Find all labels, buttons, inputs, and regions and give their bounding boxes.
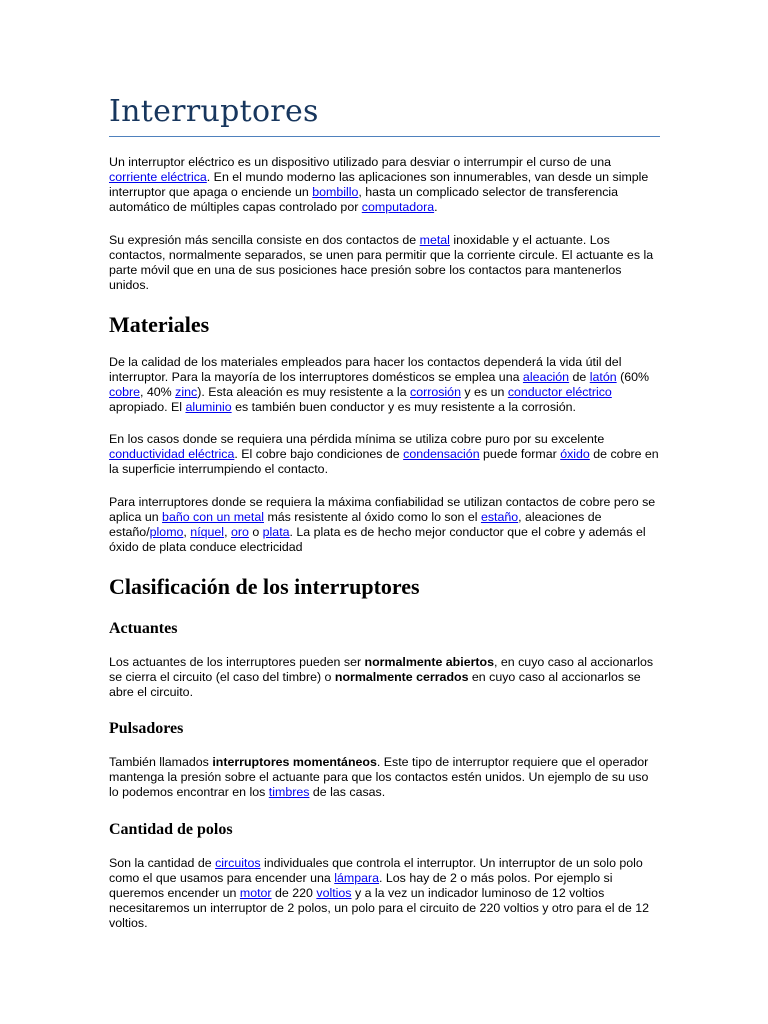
text-run: Son la cantidad de [109,856,216,870]
text-run: de 220 [271,886,317,900]
inline-link[interactable]: latón [589,370,617,384]
subheading-actuantes: Actuantes [109,620,178,637]
inline-link[interactable]: óxido [560,447,590,461]
actuantes-paragraph [109,655,660,700]
inline-link[interactable]: aluminio [185,400,232,414]
inline-link[interactable]: oro [230,525,249,539]
text-run: individuales que controla el interruptor. Un interruptor de un solo polo como el que usamos para encender una [109,856,643,885]
inline-link[interactable]: plomo [149,525,184,539]
inline-link[interactable]: circuitos [215,856,261,870]
inline-link[interactable]: lámpara [334,871,380,885]
text-run: . Los hay de 2 o más polos. Por ejemplo si queremos encender un [109,871,613,900]
text-run: Los actuantes de los interruptores pueden ser [109,655,365,669]
inline-link[interactable]: corriente eléctrica [109,170,207,184]
text-run: inoxidable y el actuante. Los contactos, normalmente separados, se unen para permitir que la corriente circule. El actuante es la parte móvil que en una de sus posiciones hace presión sobre los contactos para mantenerlos unidos. [109,233,654,292]
text-run: . En el mundo moderno las aplicaciones son innumerables, van desde un simple interruptor que apaga o enciende un [109,170,649,199]
text-run: más resistente al óxido como lo son el [264,510,481,524]
text-run: En los casos donde se requiera una pérdida mínima se utiliza cobre puro por su excelente [109,432,605,446]
bold-text: normalmente abiertos [364,655,494,669]
text-run: apropiado. El [109,400,186,414]
polos-paragraph [109,856,660,931]
text-run: También llamados [109,755,213,769]
inline-link[interactable]: computadora [361,200,435,214]
subheading-pulsadores: Pulsadores [109,720,184,737]
text-run: en cuyo caso al accionarlos se abre el circuito. [109,670,641,699]
text-run: Para interruptores donde se requiera la máxima confiabilidad se utilizan contactos de cobre pero se aplica un [109,495,656,524]
text-run: puede formar [479,447,561,461]
text-run: es también buen conductor y es muy resistente a la corrosión. [231,400,576,414]
text-run: o [248,525,263,539]
bold-text: normalmente cerrados [334,670,469,684]
text-run: Su expresión más sencilla consiste en dos contactos de [109,233,420,247]
inline-link[interactable]: cobre [109,385,140,399]
inline-link[interactable]: zinc [175,385,198,399]
pulsadores-paragraph [109,755,660,800]
section-heading-materiales: Materiales [109,312,210,337]
materiales-paragraph-1 [109,355,660,415]
bold-text: interruptores momentáneos [212,755,377,769]
text-run: de cobre en la superficie interrumpiendo el contacto. [109,447,659,476]
text-run: . La plata es de hecho mejor conductor que el cobre y además el óxido de plata conduce electricidad [109,525,646,554]
text-run: (60% [616,370,650,384]
inline-link[interactable]: motor [239,886,272,900]
inline-link[interactable]: níquel [190,525,225,539]
inline-link[interactable]: baño con un metal [162,510,264,524]
inline-link[interactable]: conductor eléctrico [507,385,612,399]
text-run: y a la vez un indicador luminoso de 12 voltios necesitaremos un interruptor de 2 polos, un polo para el circuito de 220 voltios y otro para el de 12 voltios. [109,886,650,930]
intro-paragraph-1 [109,155,660,215]
text-run: de [569,370,590,384]
text-run: . El cobre bajo condiciones de [234,447,404,461]
inline-link[interactable]: plata [262,525,290,539]
text-run: , en cuyo caso al accionarlos se cierra el circuito (el caso del timbre) o [109,655,654,684]
inline-link[interactable]: condensación [403,447,480,461]
text-run: , [224,525,231,539]
materiales-paragraph-3 [109,495,660,555]
inline-link[interactable]: voltios [316,886,352,900]
inline-link[interactable]: corrosión [410,385,461,399]
title-underline [109,136,660,137]
inline-link[interactable]: aleación [522,370,570,384]
document-title: Interruptores [109,94,319,129]
section-heading-clasificacion: Clasificación de los interruptores [109,574,420,599]
text-run: , aleaciones de estaño/ [109,510,602,539]
text-run: Un interruptor eléctrico es un dispositivo utilizado para desviar o interrumpir el curso de una [109,155,612,169]
text-run: , [183,525,191,539]
text-run: , hasta un complicado selector de transferencia automático de múltiples capas controlado por [109,185,619,214]
inline-link[interactable]: timbres [268,785,310,799]
text-run: de las casas. [309,785,386,799]
inline-link[interactable]: conductividad eléctrica [109,447,235,461]
text-run: ). Esta aleación es muy resistente a la [197,385,410,399]
subheading-cantidad-de-polos: Cantidad de polos [109,821,233,838]
intro-paragraph-2 [109,233,660,293]
inline-link[interactable]: estaño [480,510,519,524]
text-run: . Este tipo de interruptor requiere que el operador mantenga la presión sobre el actuante para que los contactos estén unidos. Un ejemplo de su uso lo podemos encontrar en los [109,755,649,799]
text-run: De la calidad de los materiales empleados para hacer los contactos dependerá la vida útil del interruptor. Para la mayoría de los interruptores domésticos se emplea una [109,355,622,384]
text-run: . [434,200,438,214]
text-run: y es un [460,385,508,399]
inline-link[interactable]: bombillo [312,185,359,199]
materiales-paragraph-2 [109,432,660,477]
inline-link[interactable]: metal [419,233,450,247]
text-run: , 40% [140,385,176,399]
